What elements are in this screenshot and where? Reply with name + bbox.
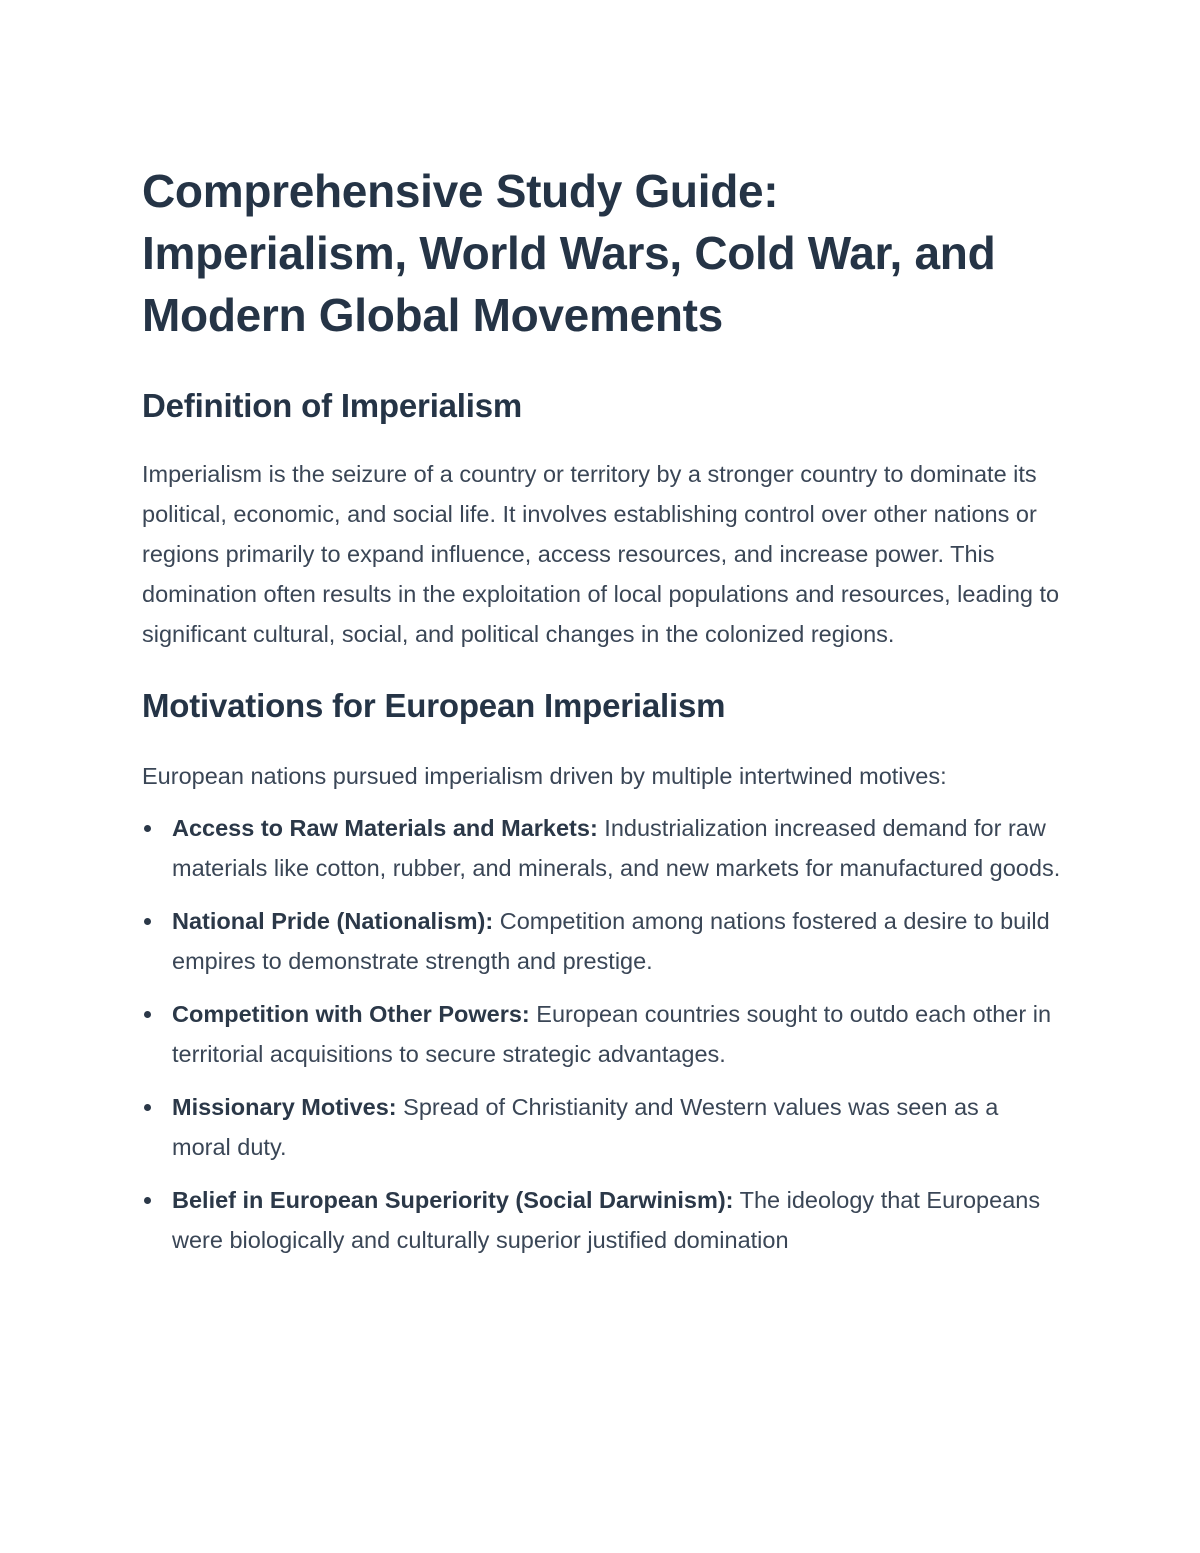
list-item-term: Competition with Other Powers: bbox=[172, 1001, 530, 1027]
title-line-1: Comprehensive Study Guide: bbox=[142, 165, 779, 217]
document-title bbox=[142, 160, 1062, 346]
list-item-text: Industrialization increased demand for raw materials like cotton, rubber, and minerals, and new markets for manufactured goods. bbox=[172, 815, 1061, 881]
title-line-2: Imperialism, World Wars, Cold War, and bbox=[142, 227, 996, 279]
bullet-icon bbox=[144, 918, 151, 925]
list-item-term: Access to Raw Materials and Markets: bbox=[172, 815, 598, 841]
motivations-intro-paragraph: European nations pursued imperialism driven by multiple intertwined motives: bbox=[142, 763, 947, 789]
bullet-icon bbox=[144, 1104, 151, 1111]
list-item-text: Spread of Christianity and Western values was seen as a moral duty. bbox=[172, 1094, 999, 1160]
list-item-text: The ideology that Europeans were biologically and culturally superior justified domination bbox=[172, 1187, 1041, 1253]
title-line-3: Modern Global Movements bbox=[142, 289, 723, 341]
motivations-list bbox=[142, 808, 1062, 1260]
bullet-icon bbox=[144, 1011, 151, 1018]
bullet-icon bbox=[144, 1197, 151, 1204]
list-item-term: Belief in European Superiority (Social Darwinism): bbox=[172, 1187, 734, 1213]
document-page bbox=[142, 160, 1062, 1273]
list-item-text: European countries sought to outdo each other in territorial acquisitions to secure strategic advantages. bbox=[172, 1001, 1052, 1067]
list-item bbox=[142, 994, 1062, 1074]
list-item-text: Competition among nations fostered a desire to build empires to demonstrate strength and prestige. bbox=[172, 908, 1050, 974]
list-item-term: National Pride (Nationalism): bbox=[172, 908, 494, 934]
list-item bbox=[142, 901, 1062, 981]
list-item-term: Missionary Motives: bbox=[172, 1094, 397, 1120]
list-item bbox=[142, 1180, 1062, 1260]
section-heading-definition: Definition of Imperialism bbox=[142, 387, 523, 424]
bullet-icon bbox=[144, 825, 151, 832]
list-item bbox=[142, 1087, 1062, 1167]
section-heading-motivations: Motivations for European Imperialism bbox=[142, 687, 726, 724]
definition-paragraph: Imperialism is the seizure of a country or territory by a stronger country to dominate its political, economic, and social life. It involves establishing control over other nations or regions primarily to expand influence, access resources, and increase power. This domination often results in the exploitation of local populations and resources, leading to significant cultural, social, and political changes in the colonized regions. bbox=[142, 461, 1060, 647]
list-item bbox=[142, 808, 1062, 888]
